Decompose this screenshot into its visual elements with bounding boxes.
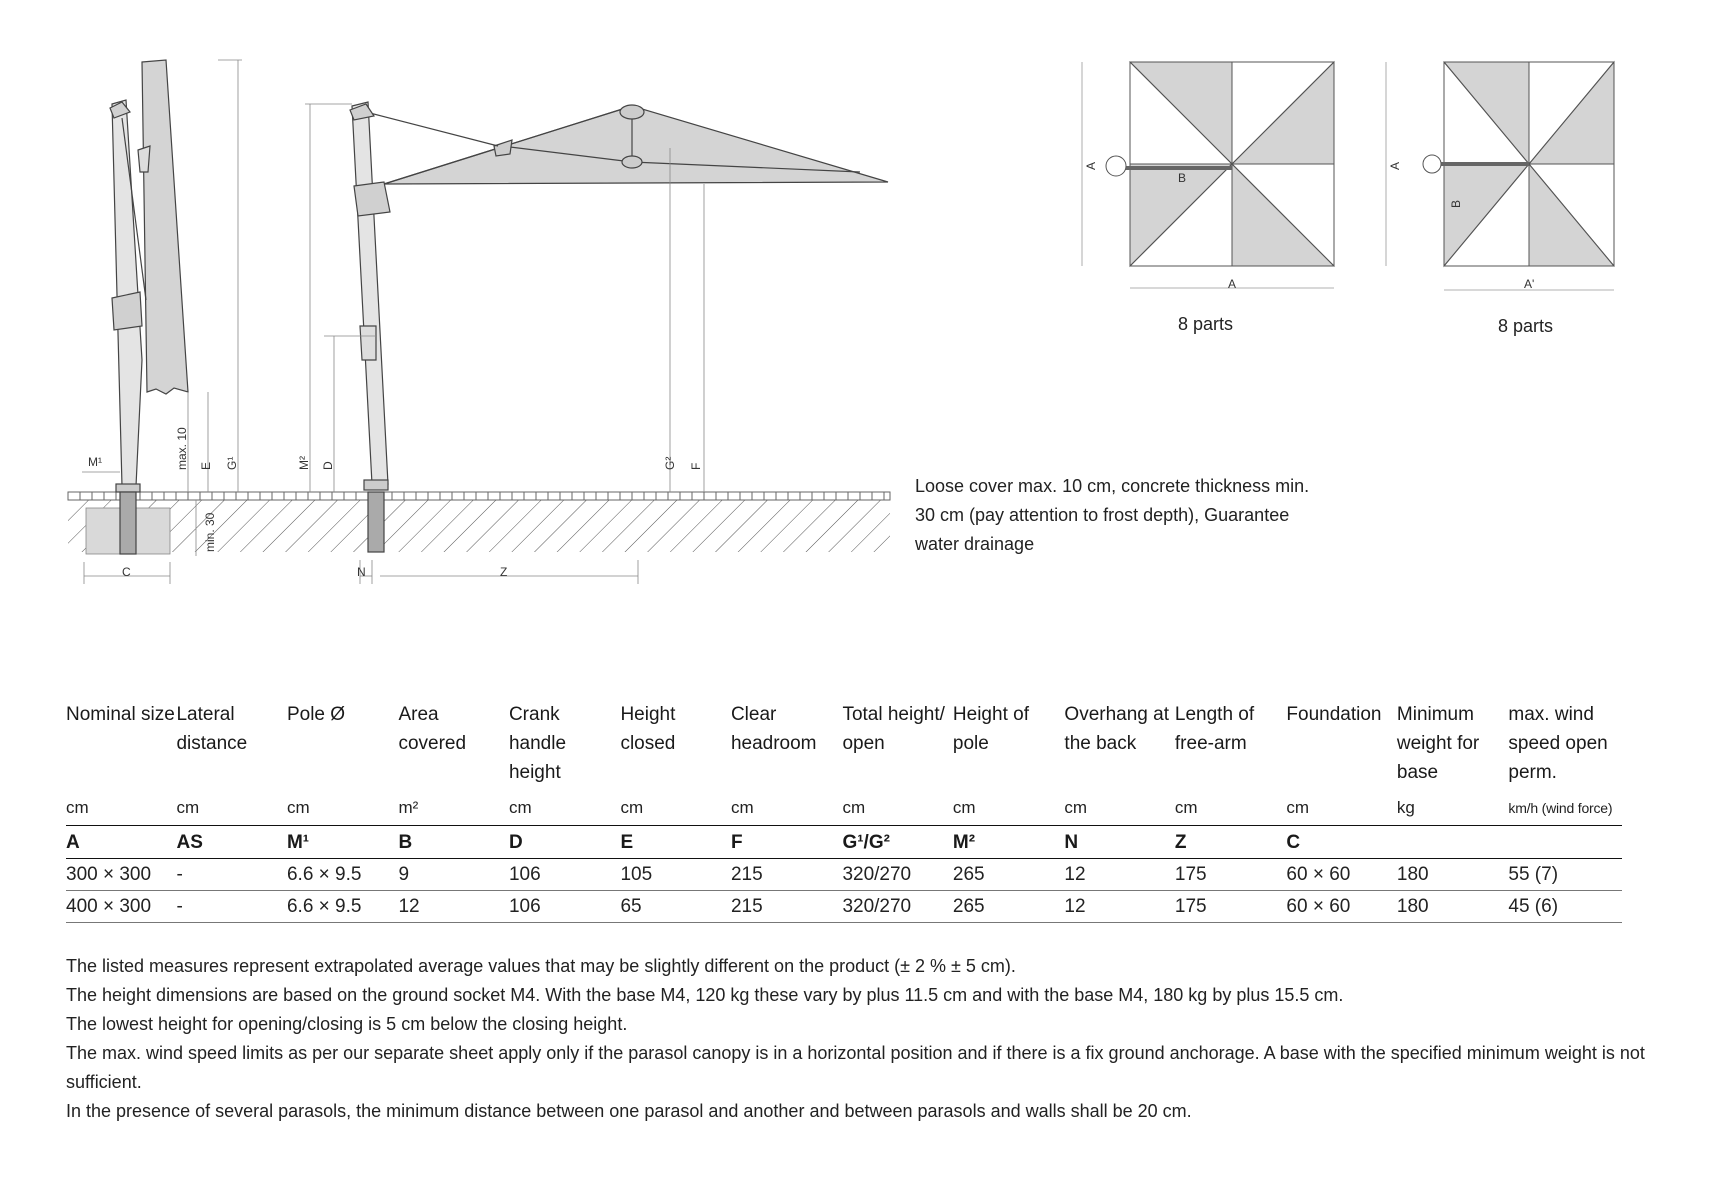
table-cell: 65 xyxy=(620,891,730,923)
header-cell: Lateral distance xyxy=(176,704,248,754)
specifications-table xyxy=(66,700,1622,923)
code-cell: M¹ xyxy=(287,826,399,859)
note-text: The height dimensions are based on the ground socket M4. With the base M4, 120 kg these vary by plus 11.5 cm and with the base M4, 180 kg by plus 15.5 cm. xyxy=(66,985,1344,1005)
unit-cell: cm xyxy=(509,797,621,826)
unit-cell: km/h (wind force) xyxy=(1508,797,1622,826)
code-cell: AS xyxy=(176,826,286,859)
table-cell: 320/270 xyxy=(842,891,952,923)
table-cell: 400 × 300 xyxy=(66,891,176,923)
header-cell: Total height/ open xyxy=(842,704,945,754)
table-cell: 175 xyxy=(1175,859,1287,891)
unit-cell: cm xyxy=(953,797,1065,826)
unit-cell: cm xyxy=(176,797,286,826)
table-row xyxy=(66,891,1622,923)
label-m2: M² xyxy=(297,456,311,470)
code-cell: M² xyxy=(953,826,1065,859)
table-cell: 60 × 60 xyxy=(1286,859,1396,891)
label-d: D xyxy=(321,461,335,470)
header-cell: Height of pole xyxy=(952,704,1029,754)
table-cell: 9 xyxy=(398,859,508,891)
code-cell: N xyxy=(1064,826,1174,859)
label-e: E xyxy=(199,461,213,470)
table-cell: 320/270 xyxy=(842,859,952,891)
plan-left-caption: 8 parts xyxy=(1178,314,1234,334)
label-m1: M¹ xyxy=(88,455,102,469)
note-text: The lowest height for opening/closing is 5 cm below the closing height. xyxy=(66,1014,628,1034)
table-cell: 265 xyxy=(953,859,1065,891)
table-cell: 105 xyxy=(620,859,730,891)
note-text: The max. wind speed limits as per our separate sheet apply only if the parasol canopy is in a horizontal position and if there is a fix ground anchorage. A base with the specified minimum weight is not sufficient. xyxy=(66,1043,1645,1092)
table-cell: 106 xyxy=(509,859,621,891)
table-cell: 55 (7) xyxy=(1508,859,1622,891)
table-cell: - xyxy=(176,859,286,891)
footnotes xyxy=(66,952,1666,1126)
header-cell: Area covered xyxy=(398,704,467,754)
header-cell: Crank handle height xyxy=(508,704,567,783)
code-cell: Z xyxy=(1175,826,1287,859)
plan-left-label-b: B xyxy=(1178,171,1187,185)
note-text: In the presence of several parasols, the minimum distance between one parasol and another and between parasols and walls shall be 20 cm. xyxy=(66,1101,1192,1121)
plan-right-label-a: A xyxy=(1388,161,1402,170)
label-n: N xyxy=(357,565,366,579)
table-cell: 175 xyxy=(1175,891,1287,923)
table-cell: 60 × 60 xyxy=(1286,891,1396,923)
unit-cell: cm xyxy=(842,797,952,826)
table-cell: 106 xyxy=(509,891,621,923)
unit-cell: cm xyxy=(287,797,399,826)
header-cell: Foundation xyxy=(1286,704,1382,725)
unit-cell: cm xyxy=(1286,797,1396,826)
table-cell: 12 xyxy=(1064,891,1174,923)
table-cell: 300 × 300 xyxy=(66,859,176,891)
code-cell: F xyxy=(731,826,843,859)
label-min30: min. 30 xyxy=(203,512,217,552)
code-cell: A xyxy=(66,826,176,859)
plan-left-label-a-bottom: A xyxy=(1228,277,1237,291)
plan-right-label-b: B xyxy=(1449,199,1463,208)
table-cell: 215 xyxy=(731,891,843,923)
plan-view-300x300 xyxy=(1082,62,1334,288)
unit-cell: m² xyxy=(398,797,508,826)
units-row xyxy=(66,797,1622,826)
unit-cell: cm xyxy=(620,797,730,826)
table-cell: 215 xyxy=(731,859,843,891)
header-cell: max. wind speed open perm. xyxy=(1508,704,1608,783)
header-cell: Overhang at the back xyxy=(1064,704,1169,754)
code-cell: B xyxy=(398,826,508,859)
label-c: C xyxy=(122,565,131,579)
label-z: Z xyxy=(500,565,508,579)
table-cell: 12 xyxy=(398,891,508,923)
header-cell: Pole Ø xyxy=(286,704,346,725)
table-cell: 180 xyxy=(1397,859,1509,891)
plan-right-label-a-prime: A' xyxy=(1524,277,1535,291)
label-g1: G¹ xyxy=(225,456,239,470)
note-text: The listed measures represent extrapolated average values that may be slightly different on the product (± 2 % ± 5 cm). xyxy=(66,956,1016,976)
closed-parasol-side-view xyxy=(110,60,188,554)
codes-row xyxy=(66,826,1622,859)
table-row xyxy=(66,859,1622,891)
table-cell: 45 (6) xyxy=(1508,891,1622,923)
unit-cell: cm xyxy=(1175,797,1287,826)
header-cell: Length of free-arm xyxy=(1174,704,1255,754)
table-cell: 265 xyxy=(953,891,1065,923)
table-cell: 12 xyxy=(1064,859,1174,891)
unit-cell: kg xyxy=(1397,797,1509,826)
header-cell: Clear headroom xyxy=(730,704,817,754)
code-cell: E xyxy=(620,826,730,859)
code-cell xyxy=(1508,826,1622,859)
table-cell: - xyxy=(176,891,286,923)
unit-cell: cm xyxy=(731,797,843,826)
header-cell: Nominal size xyxy=(66,704,175,725)
code-cell xyxy=(1397,826,1509,859)
header-cell: Minimum weight for base xyxy=(1396,704,1480,783)
label-f: F xyxy=(689,462,703,470)
plan-right-caption: 8 parts xyxy=(1498,316,1554,336)
label-max10: max. 10 xyxy=(175,427,189,470)
ground-section xyxy=(68,492,890,554)
header-cell: Height closed xyxy=(620,704,676,754)
code-cell: C xyxy=(1286,826,1396,859)
label-g2: G² xyxy=(663,456,677,470)
table-cell: 6.6 × 9.5 xyxy=(287,859,399,891)
table-header-row xyxy=(66,700,1622,797)
table-cell: 180 xyxy=(1397,891,1509,923)
unit-cell: cm xyxy=(1064,797,1174,826)
unit-cell: cm xyxy=(66,797,176,826)
open-parasol-side-view xyxy=(350,102,888,552)
code-cell: D xyxy=(509,826,621,859)
table-cell: 6.6 × 9.5 xyxy=(287,891,399,923)
installation-note: Loose cover max. 10 cm, concrete thickness min. 30 cm (pay attention to frost depth), Guarantee water drainage xyxy=(915,476,1310,554)
code-cell: G¹/G² xyxy=(842,826,952,859)
plan-left-label-a: A xyxy=(1084,161,1098,170)
plan-view-400x300 xyxy=(1386,62,1614,290)
